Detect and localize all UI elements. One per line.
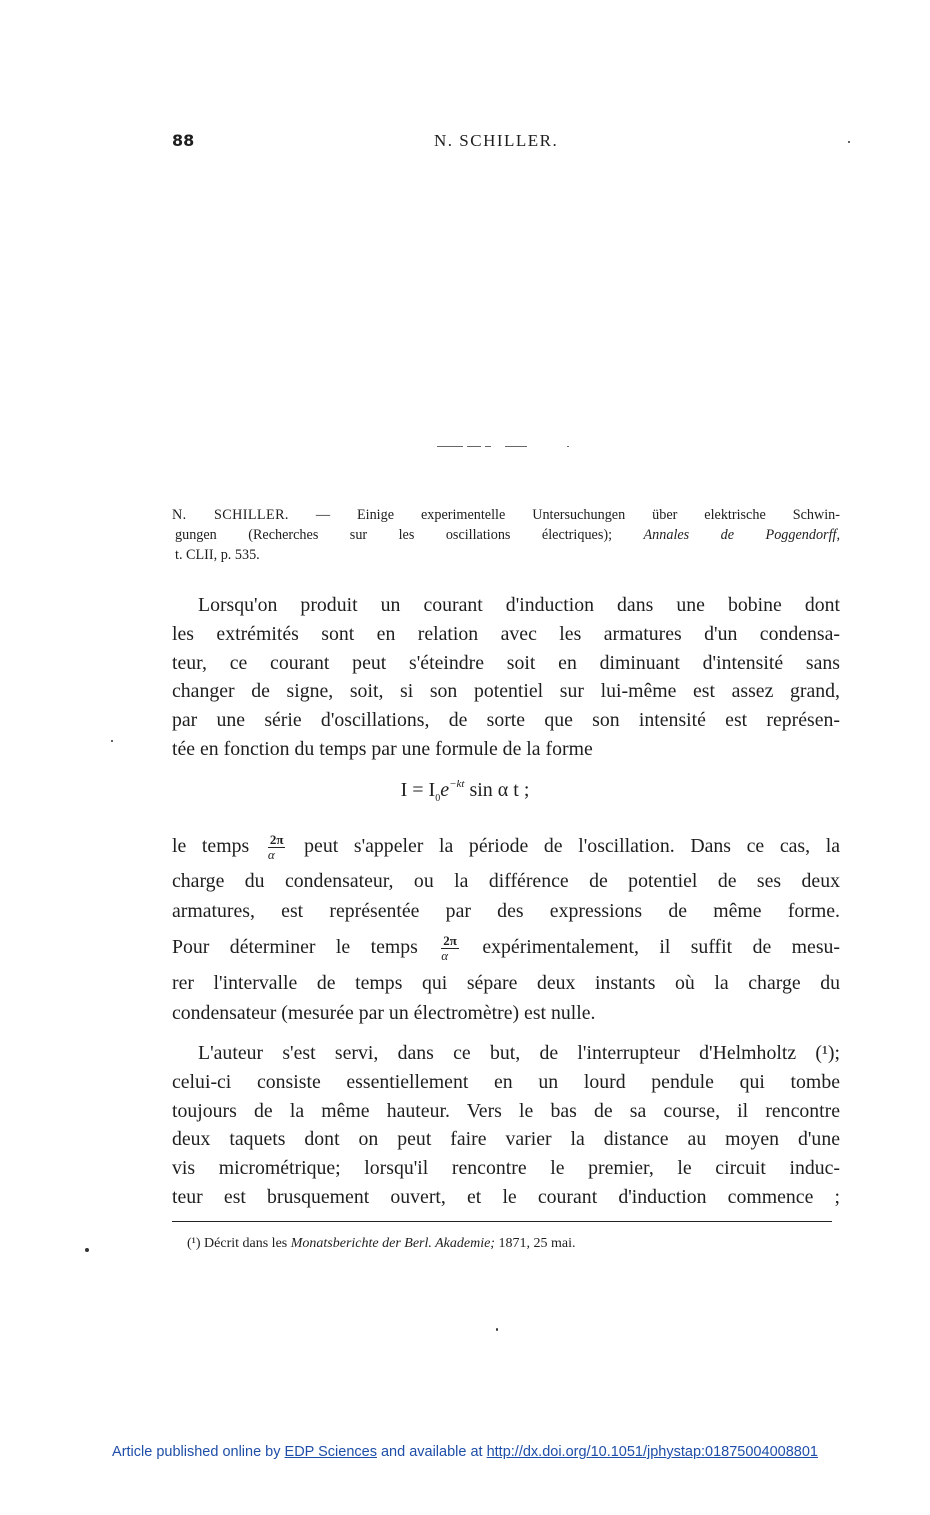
fraction-denominator: α (267, 846, 275, 862)
text-fragment: Pour déterminer le temps (172, 936, 418, 958)
text-fragment: le temps (172, 835, 250, 857)
footnote-journal: Monatsberichte der Berl. Akademie; (290, 1236, 495, 1251)
formula (0, 778, 930, 804)
reference-author: N. SCHILLER. (172, 507, 289, 523)
text-line: changer de signe, soit, si son potentiel sur lui-même est assez grand, (172, 680, 840, 703)
scan-speck (496, 1328, 498, 1331)
footnote-marker: (¹) (187, 1236, 201, 1251)
scan-speck (111, 740, 113, 742)
fraction-denominator: α (441, 947, 449, 963)
page-number: 88 (172, 131, 195, 150)
formula-e: e (440, 779, 450, 801)
text-line: armatures, est représentée par des expressions de même forme. (172, 900, 840, 922)
text-line: charge du condensateur, ou la différence de potentiel de ses deux (172, 870, 840, 892)
scan-speck (848, 141, 850, 143)
text-line: rer l'intervalle de temps qui sépare deux instants où la charge du (172, 972, 840, 994)
footnote-rule (172, 1221, 832, 1222)
section-separator (437, 444, 569, 450)
fraction-numerator: 2π (269, 831, 284, 847)
text-line: les extrémités sont en relation avec les armatures d'un condensa- (172, 622, 840, 645)
fraction-period (268, 833, 286, 862)
publisher-link[interactable]: EDP Sciences (284, 1444, 377, 1460)
footnote-text: Décrit dans les (200, 1236, 291, 1251)
paragraph-1 (172, 591, 840, 764)
bibliographic-reference (172, 505, 840, 565)
footnote (187, 1236, 575, 1252)
reference-title-line-2: gungen (Recherches sur les oscillations électriques); (175, 527, 613, 543)
text-fragment: expérimentalement, il suffit de mesu- (482, 936, 841, 958)
fraction-numerator: 2π (443, 932, 457, 948)
footnote-date: 1871, 25 mai. (494, 1236, 576, 1251)
paragraph-3 (172, 1039, 840, 1212)
text-fragment: peut s'appeler la période de l'oscillation. Dans ce cas, la (304, 835, 840, 857)
text-line: teur est brusquement ouvert, et le courant d'induction commence ; (172, 1185, 840, 1208)
text-line: tée en fonction du temps par une formule de la forme (172, 737, 593, 760)
text-line: condensateur (mesurée par un électromètre) est nulle. (172, 1002, 596, 1024)
text-line: celui-ci consiste essentiellement en un lourd pendule qui tombe (172, 1070, 840, 1093)
running-head: N. SCHILLER. (434, 131, 559, 150)
scan-speck (85, 1248, 89, 1252)
reference-volume: t. CLII, p. 535. (175, 547, 260, 563)
formula-subscript: 0 (435, 793, 441, 804)
fraction-period (441, 934, 459, 963)
formula-lhs: I = I (400, 779, 436, 801)
publisher-middle: and available at (376, 1444, 487, 1460)
publisher-prefix: Article published online by (112, 1444, 285, 1460)
text-line: teur, ce courant peut s'éteindre soit en diminuant d'intensité sans (172, 651, 840, 674)
reference-journal: Annales de Poggendorff, (643, 527, 841, 543)
text-line: vis micrométrique; lorsqu'il rencontre le premier, le circuit induc- (172, 1157, 840, 1180)
text-line: L'auteur s'est servi, dans ce but, de l'interrupteur d'Helmholtz (¹); (198, 1042, 840, 1064)
text-line: par une série d'oscillations, de sorte que son intensité est représen- (172, 709, 840, 732)
formula-exponent: −kt (449, 778, 465, 790)
text-line: toujours de la même hauteur. Vers le bas de sa course, il rencontre (172, 1099, 840, 1122)
paragraph-2 (172, 826, 840, 1028)
text-line: Lorsqu'on produit un courant d'induction dans une bobine dont (198, 594, 840, 616)
text-line: deux taquets dont on peut faire varier la distance au moyen d'une (172, 1128, 840, 1151)
reference-title-line-1: — Einige experimentelle Untersuchungen über elektrische Schwin- (288, 507, 840, 523)
publisher-banner (0, 1444, 930, 1460)
formula-rhs: sin α t ; (464, 779, 530, 801)
doi-link[interactable]: http://dx.doi.org/10.1051/jphystap:01875004008801 (486, 1444, 818, 1460)
